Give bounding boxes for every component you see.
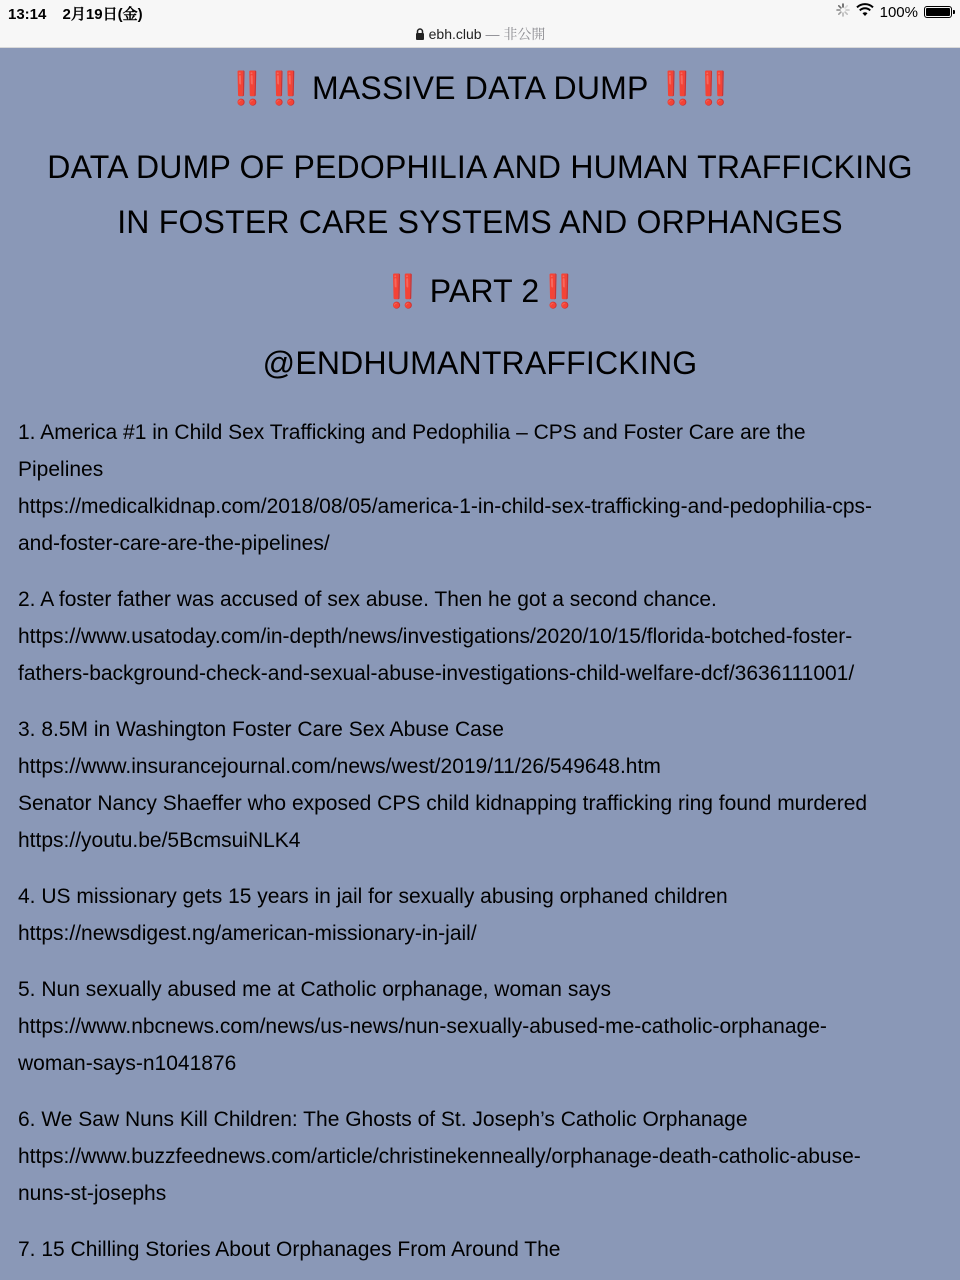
list-item [18, 1101, 938, 1212]
article-link[interactable]: nuns-st-josephs [18, 1182, 167, 1205]
article-link[interactable]: and-foster-care-are-the-pipelines/ [18, 532, 330, 555]
page-title [0, 69, 960, 107]
double-exclamation-icon: ‼️ [382, 273, 421, 309]
clock-time: 13:14 [8, 6, 47, 23]
subtitle-line: DATA DUMP OF PEDOPHILIA AND HUMAN TRAFFICKING [47, 149, 913, 185]
status-indicators [836, 3, 952, 21]
article-title: 7. 15 Chilling Stories About Orphanages From Around The [18, 1238, 561, 1261]
loading-spinner-icon [836, 3, 850, 21]
list-item [18, 1231, 938, 1268]
article-title: 5. Nun sexually abused me at Catholic orphanage, woman says [18, 978, 612, 1001]
article-title: 3. 8.5M in Washington Foster Care Sex Abuse Case [18, 718, 504, 741]
list-item [18, 711, 938, 859]
battery-icon [924, 6, 952, 18]
list-item [18, 971, 938, 1082]
wifi-icon [856, 3, 874, 21]
list-item [18, 581, 938, 692]
article-link[interactable]: https://medicalkidnap.com/2018/08/05/america-1-in-child-sex-trafficking-and-pedophilia-cps- [18, 495, 873, 518]
article-link[interactable]: fathers-background-check-and-sexual-abuse-investigations-child-welfare-dcf/3636111001/ [18, 662, 855, 685]
address-bar[interactable] [0, 24, 960, 44]
article-title: 4. US missionary gets 15 years in jail for sexually abusing orphaned children [18, 885, 728, 908]
article-link[interactable]: https://www.insurancejournal.com/news/west/2019/11/26/549648.htm [18, 755, 661, 778]
list-item [18, 414, 938, 562]
page-subtitle [0, 140, 960, 250]
article-link[interactable]: https://newsdigest.ng/american-missionary-in-jail/ [18, 922, 477, 945]
article-title: 2. A foster father was accused of sex abuse. Then he got a second chance. [18, 588, 717, 611]
double-exclamation-icon: ‼️‼️ [657, 70, 733, 106]
article-title: 1. America #1 in Child Sex Trafficking and Pedophilia – CPS and Foster Care are the [18, 421, 806, 444]
private-browsing-label: — 非公開 [481, 26, 546, 42]
article-link[interactable]: https://youtu.be/5BcmsuiNLK4 [18, 829, 301, 852]
article-link[interactable]: woman-says-n1041876 [18, 1052, 237, 1075]
title-text: MASSIVE DATA DUMP [312, 70, 648, 106]
handle-heading: @ENDHUMANTRAFFICKING [262, 345, 698, 381]
article-link[interactable]: https://www.nbcnews.com/news/us-news/nun-sexually-abused-me-catholic-orphanage- [18, 1015, 827, 1038]
part-heading [0, 272, 960, 310]
url-domain: ebh.club [428, 26, 482, 42]
article-link[interactable]: https://www.buzzfeednews.com/article/christinekenneally/orphanage-death-catholic-abuse- [18, 1145, 861, 1168]
part-text: PART 2 [429, 273, 540, 309]
subtitle-line: IN FOSTER CARE SYSTEMS AND ORPHANGES [117, 204, 843, 240]
double-exclamation-icon: ‼️ [539, 273, 578, 309]
battery-percent: 100% [879, 3, 918, 21]
double-exclamation-icon: ‼️‼️ [227, 70, 303, 106]
page-content [0, 48, 960, 1280]
article-link[interactable]: https://www.usatoday.com/in-depth/news/investigations/2020/10/15/florida-botched-foster- [18, 625, 853, 648]
clock-date: 2月19日(金) [62, 6, 143, 23]
lock-icon [415, 27, 425, 43]
article-title: Senator Nancy Shaeffer who exposed CPS child kidnapping trafficking ring found murdered [18, 792, 868, 815]
battery-fill [926, 8, 950, 16]
article-list [18, 414, 938, 1280]
article-title: Pipelines [18, 458, 104, 481]
article-title: 6. We Saw Nuns Kill Children: The Ghosts of St. Joseph’s Catholic Orphanage [18, 1108, 748, 1131]
status-bar [0, 0, 960, 48]
list-item [18, 878, 938, 952]
status-time [8, 3, 143, 24]
